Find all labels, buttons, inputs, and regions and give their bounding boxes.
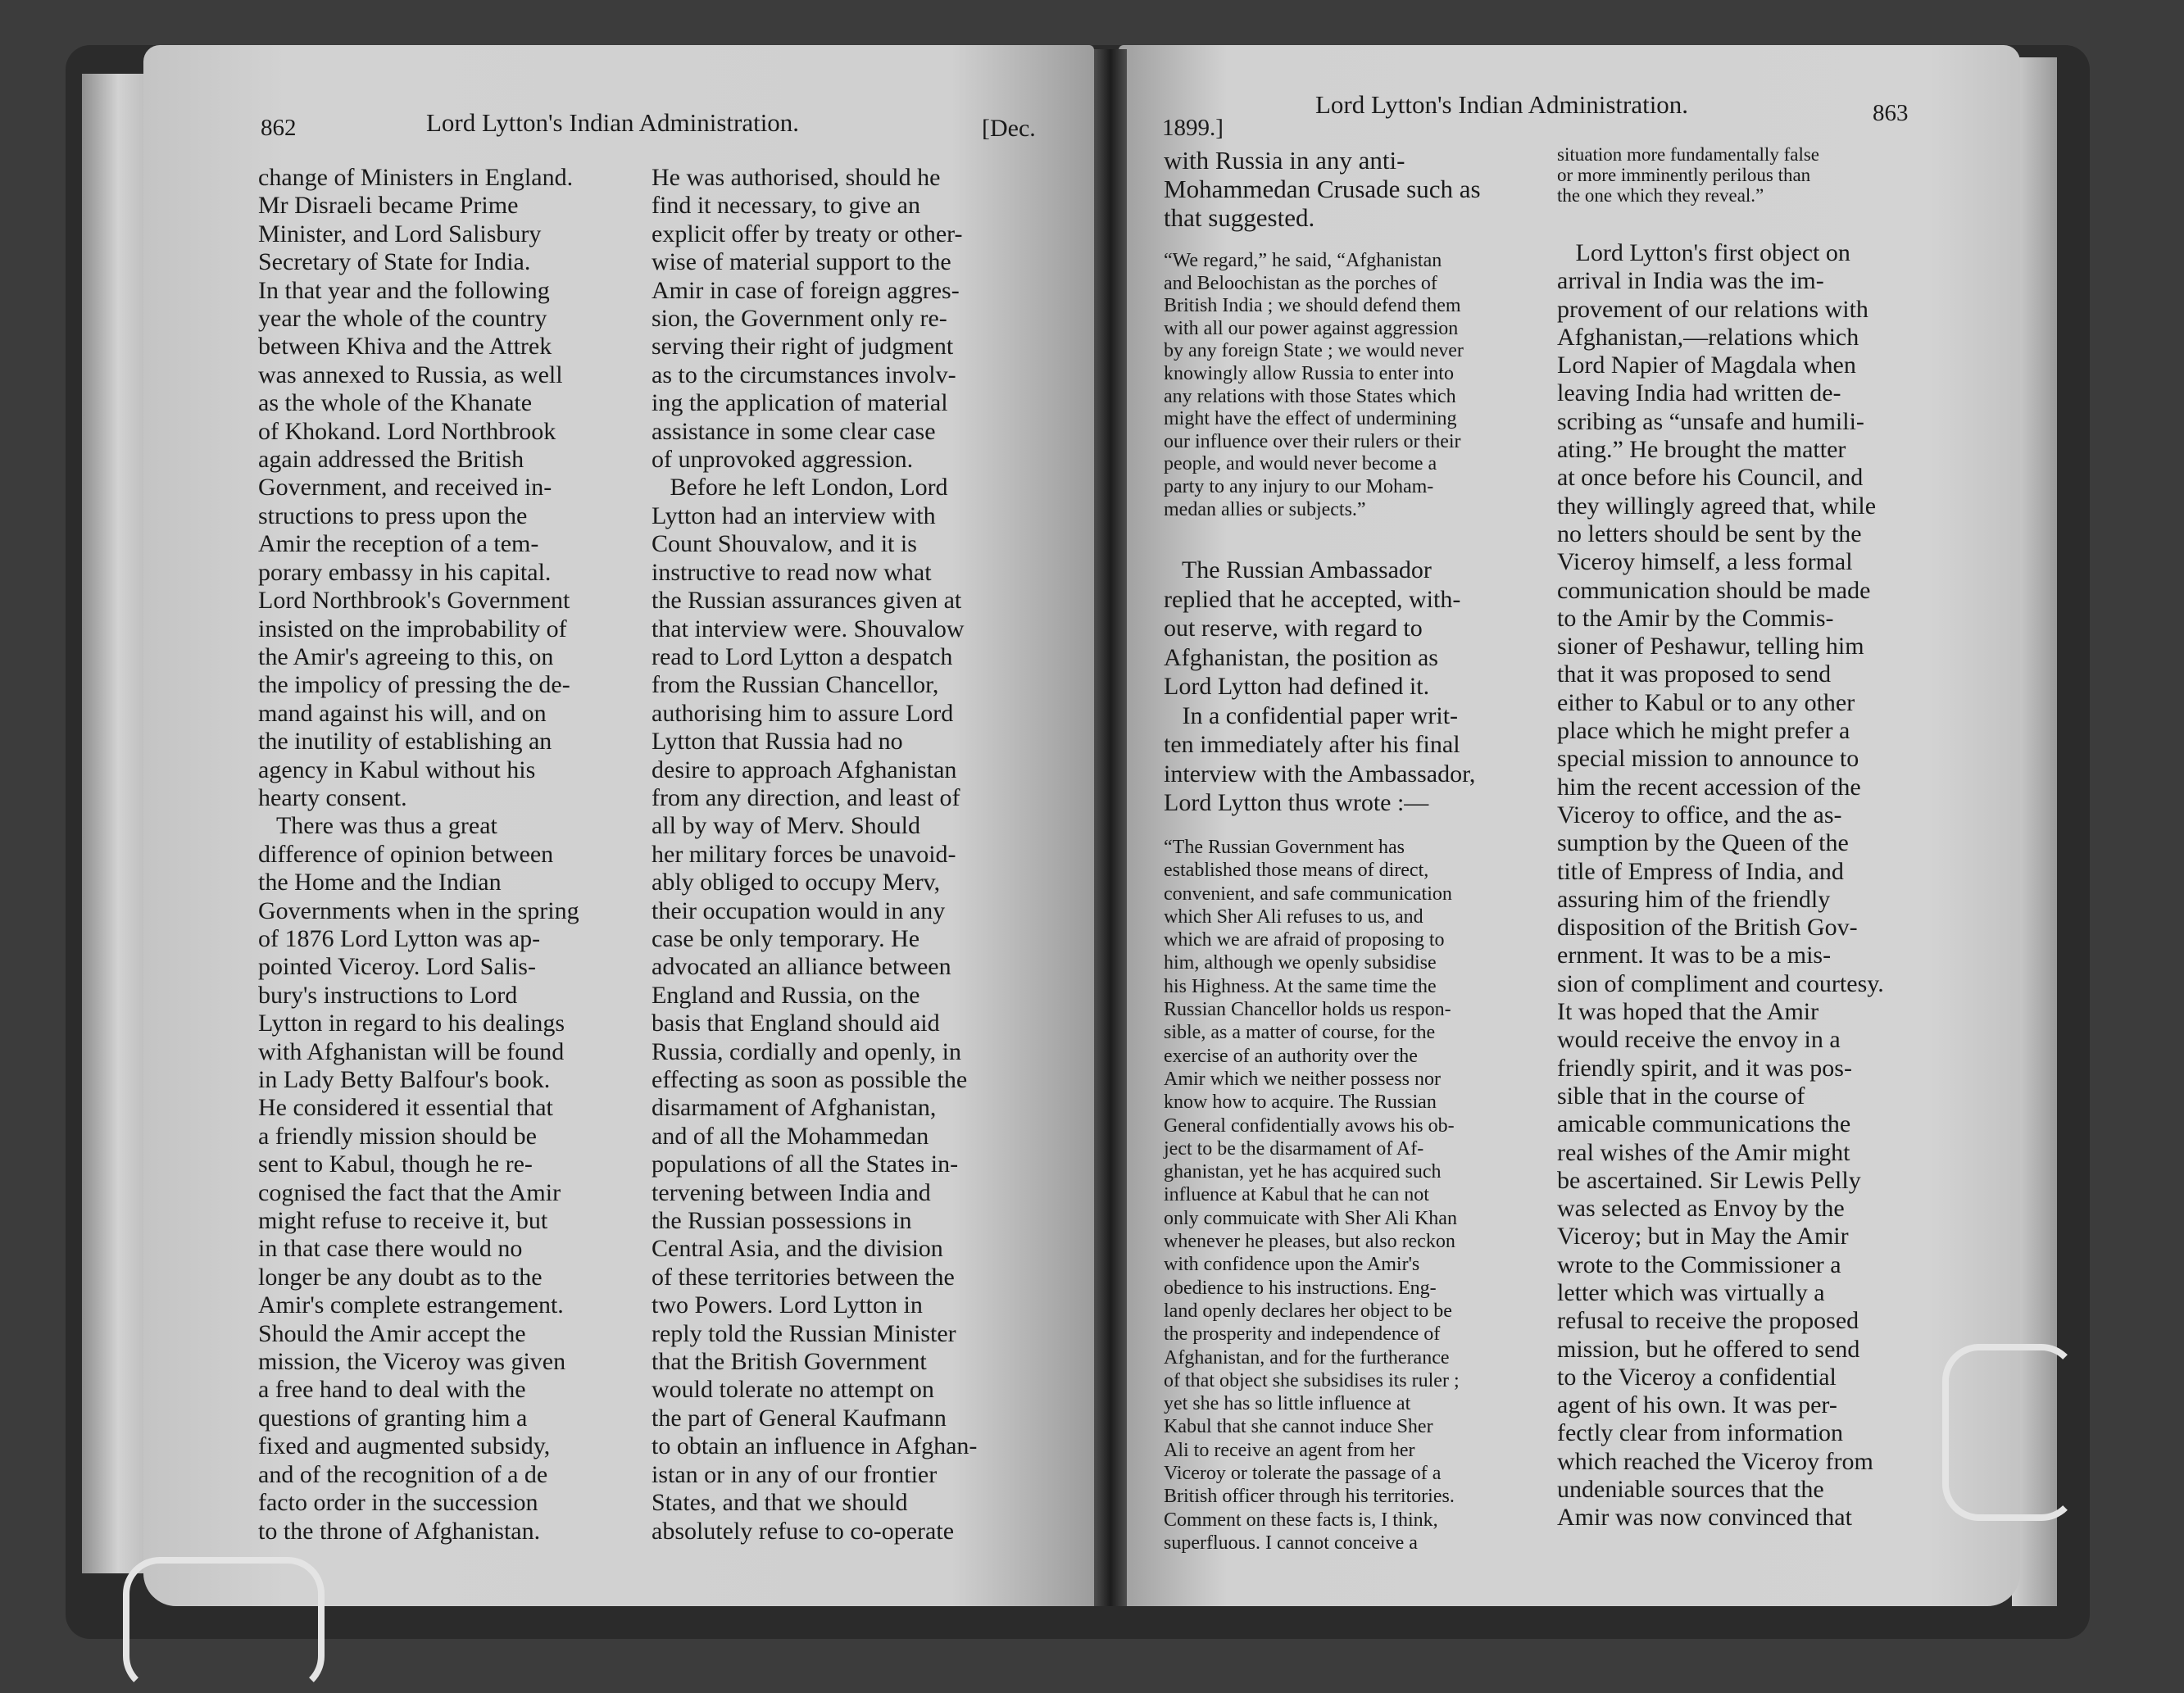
right-page-quote-3 — [1557, 144, 1926, 206]
text-line: read to Lord Lytton a despatch — [652, 642, 953, 670]
text-line: Count Shouvalow, and it is — [652, 530, 917, 558]
text-line: Central Asia, and the division — [652, 1235, 943, 1263]
text-line: Amir in case of foreign aggres- — [652, 276, 960, 304]
text-line: and of the recognition of a de — [258, 1460, 548, 1488]
right-header-date: 1899.] — [1162, 115, 1224, 141]
text-line: absolutely refuse to co-operate — [652, 1517, 955, 1545]
text-line: amicable communications the — [1557, 1110, 1851, 1138]
text-line: ing the application of material — [652, 389, 948, 417]
text-line: serving their right of judgment — [652, 333, 954, 361]
text-line: longer be any doubt as to the — [258, 1263, 543, 1291]
text-line: find it necessary, to give an — [652, 192, 920, 220]
right-page-column-1-text — [1164, 556, 1541, 818]
text-line: and Beloochistan as the porches of — [1164, 272, 1437, 294]
text-line: the impolicy of pressing the de- — [258, 671, 570, 699]
text-line: Lord Lytton's first object on — [1557, 239, 1850, 266]
text-line: structions to press upon the — [258, 502, 528, 529]
text-line: Afghanistan,—relations which — [1557, 323, 1859, 351]
text-line: undeniable sources that the — [1557, 1476, 1824, 1504]
text-line: replied that he accepted, with- — [1164, 585, 1461, 613]
text-line: basis that England should aid — [652, 1010, 940, 1037]
text-line: bury's instructions to Lord — [258, 981, 518, 1009]
text-line: istan or in any of our frontier — [652, 1460, 938, 1488]
right-page-quote-1 — [1164, 250, 1541, 521]
text-line: Lytton that Russia had no — [652, 728, 903, 756]
text-line: his Highness. At the same time the — [1164, 975, 1437, 997]
text-line: letter which was virtually a — [1557, 1278, 1825, 1306]
text-line: to the Amir by the Commis- — [1557, 604, 1834, 632]
text-line: ten immediately after his final — [1164, 731, 1460, 758]
text-line: provement of our relations with — [1557, 295, 1868, 323]
text-line: refusal to receive the proposed — [1557, 1307, 1859, 1335]
text-line: only commuicate with Sher Ali Khan — [1164, 1207, 1457, 1229]
text-line: Mohammedan Crusade such as — [1164, 175, 1481, 203]
text-line: The Russian Ambassador — [1164, 556, 1432, 583]
text-line: populations of all the States in- — [652, 1151, 959, 1178]
text-line: Amir the reception of a tem- — [258, 530, 539, 558]
text-line: fixed and augmented subsidy, — [258, 1432, 551, 1460]
text-line: advocated an alliance between — [652, 953, 951, 981]
text-line: disposition of the British Gov- — [1557, 914, 1858, 942]
text-line: wrote to the Commissioner a — [1557, 1250, 1841, 1278]
text-line: assistance in some clear case — [652, 417, 936, 445]
text-line: difference of opinion between — [258, 840, 554, 868]
text-line: the Amir's agreeing to this, on — [258, 642, 554, 670]
text-line: at once before his Council, and — [1557, 464, 1864, 492]
text-line: between Khiva and the Attrek — [258, 333, 552, 361]
text-line: party to any injury to our Moham- — [1164, 475, 1434, 497]
text-line: Lytton had an interview with — [652, 502, 936, 529]
right-page-column-1-intro — [1164, 146, 1541, 232]
text-line: that it was proposed to send — [1557, 660, 1832, 688]
right-page-quote-2 — [1164, 836, 1541, 1555]
text-line: title of Empress of India, and — [1557, 857, 1844, 885]
text-line: communication should be made — [1557, 576, 1871, 604]
text-line: influence at Kabul that he can not — [1164, 1184, 1429, 1206]
text-line: Amir was now convinced that — [1557, 1504, 1852, 1532]
text-line: Lord Northbrook's Government — [258, 587, 570, 615]
text-line: sent to Kabul, though he re- — [258, 1151, 533, 1178]
text-line: explicit offer by treaty or other- — [652, 220, 963, 247]
text-line: hearty consent. — [258, 783, 407, 811]
text-line: people, and would never become a — [1164, 453, 1437, 475]
text-line: that suggested. — [1164, 203, 1315, 232]
text-line: might refuse to receive it, but — [258, 1207, 548, 1235]
text-line: medan allies or subjects.” — [1164, 498, 1366, 520]
text-line: a free hand to deal with the — [258, 1376, 526, 1404]
text-line: ghanistan, yet he has acquired such — [1164, 1161, 1442, 1183]
page-clip-right — [1942, 1344, 2078, 1521]
text-line: Afghanistan, the position as — [1164, 643, 1438, 671]
text-line: wise of material support to the — [652, 248, 951, 276]
text-line: the Russian possessions in — [652, 1207, 912, 1235]
text-line: porary embassy in his capital. — [258, 558, 552, 586]
text-line: “The Russian Government has — [1164, 837, 1405, 858]
text-line: to obtain an influence in Afghan- — [652, 1432, 978, 1460]
text-line: sible, as a matter of course, for the — [1164, 1022, 1436, 1044]
text-line: as the whole of the Khanate — [258, 389, 533, 417]
text-line: him, although we openly subsidise — [1164, 952, 1437, 974]
text-line: by any foreign State ; we would never — [1164, 340, 1464, 362]
text-line: they willingly agreed that, while — [1557, 492, 1877, 520]
left-header-date: [Dec. — [982, 115, 1036, 142]
text-line: mission, the Viceroy was given — [258, 1348, 566, 1376]
text-line: of Khokand. Lord Northbrook — [258, 417, 556, 445]
text-line: Russia, cordially and openly, in — [652, 1037, 961, 1065]
text-line: would receive the envoy in a — [1557, 1026, 1841, 1054]
text-line: disarmament of Afghanistan, — [652, 1094, 937, 1122]
text-line: know how to acquire. The Russian — [1164, 1092, 1437, 1114]
text-line: mission, but he offered to send — [1557, 1335, 1860, 1363]
text-line: superfluous. I cannot conceive a — [1164, 1532, 1418, 1554]
text-line: exercise of an authority over the — [1164, 1045, 1418, 1067]
text-line: or more imminently perilous than — [1557, 165, 1811, 185]
text-line: special mission to announce to — [1557, 745, 1859, 773]
text-line: Governments when in the spring — [258, 896, 579, 924]
text-line: ernment. It was to be a mis- — [1557, 942, 1832, 969]
text-line: two Powers. Lord Lytton in — [652, 1291, 923, 1319]
text-line: Should the Amir accept the — [258, 1319, 526, 1347]
text-line: which reached the Viceroy from — [1557, 1447, 1873, 1475]
text-line: year the whole of the country — [258, 305, 547, 333]
text-line: real wishes of the Amir might — [1557, 1138, 1850, 1166]
text-line: Kabul that she cannot induce Sher — [1164, 1416, 1433, 1438]
text-line: to the throne of Afghanistan. — [258, 1517, 541, 1545]
text-line: of unprovoked aggression. — [652, 446, 914, 474]
text-line: friendly spirit, and it was pos- — [1557, 1054, 1852, 1082]
text-line: assuring him of the friendly — [1557, 885, 1831, 913]
text-line: sion, the Government only re- — [652, 305, 947, 333]
text-line: the inutility of establishing an — [258, 728, 552, 756]
text-line: that the British Government — [652, 1348, 927, 1376]
text-line: him the recent accession of the — [1557, 773, 1861, 801]
text-line: the Russian assurances given at — [652, 587, 962, 615]
text-line: was annexed to Russia, as well — [258, 361, 563, 388]
text-line: case be only temporary. He — [652, 924, 920, 952]
text-line: Afghanistan, and for the furtherance — [1164, 1346, 1450, 1368]
text-line: be ascertained. Sir Lewis Pelly — [1557, 1166, 1861, 1194]
text-line: ating.” He brought the matter — [1557, 436, 1846, 464]
text-line: States, and that we should — [652, 1489, 908, 1517]
text-line: of 1876 Lord Lytton was ap- — [258, 924, 541, 952]
text-line: Lord Lytton thus wrote :— — [1164, 789, 1429, 816]
text-line: no letters should be sent by the — [1557, 520, 1862, 547]
text-line: insisted on the improbability of — [258, 615, 567, 642]
text-line: place which he might prefer a — [1557, 717, 1850, 745]
text-line: General confidentially avows his ob- — [1164, 1114, 1455, 1137]
text-line: which Sher Ali refuses to us, and — [1164, 906, 1423, 928]
text-line: pointed Viceroy. Lord Salis- — [258, 953, 536, 981]
text-line: from the Russian Chancellor, — [652, 671, 939, 699]
text-line: questions of granting him a — [258, 1404, 528, 1432]
text-line: any relations with those States which — [1164, 385, 1456, 407]
text-line: with Russia in any anti- — [1164, 146, 1405, 175]
text-line: ject to be the disarmament of Af- — [1164, 1137, 1424, 1160]
text-line: our influence over their rulers or their — [1164, 430, 1461, 452]
text-line: in Lady Betty Balfour's book. — [258, 1066, 551, 1093]
text-line: sumption by the Queen of the — [1557, 829, 1849, 857]
text-line: situation more fundamentally false — [1557, 144, 1819, 165]
text-line: a friendly mission should be — [258, 1122, 537, 1150]
text-line: whenever he pleases, but also reckon — [1164, 1231, 1455, 1253]
text-line: again addressed the British — [258, 446, 524, 474]
text-line: out reserve, with regard to — [1164, 615, 1423, 642]
text-line: Viceroy; but in May the Amir — [1557, 1223, 1849, 1250]
text-line: Russian Chancellor holds us respon- — [1164, 999, 1451, 1021]
text-line: Ali to receive an agent from her — [1164, 1439, 1415, 1461]
page-clip-left — [123, 1557, 325, 1693]
left-running-title: Lord Lytton's Indian Administration. — [426, 108, 800, 137]
text-line: reply told the Russian Minister — [652, 1319, 956, 1347]
text-line: Viceroy or tolerate the passage of a — [1164, 1463, 1442, 1485]
text-line: the Home and the Indian — [258, 869, 502, 896]
text-line: with confidence upon the Amir's — [1164, 1254, 1420, 1276]
text-line: all by way of Merv. Should — [652, 812, 921, 840]
text-line: the one which they reveal.” — [1557, 185, 1764, 206]
text-line: Lytton in regard to his dealings — [258, 1010, 565, 1037]
text-line: sible that in the course of — [1557, 1082, 1805, 1110]
text-line: either to Kabul or to any other — [1557, 688, 1855, 716]
text-line: Comment on these facts is, I think, — [1164, 1509, 1438, 1531]
text-line: ably obliged to occupy Merv, — [652, 869, 941, 896]
text-line: British officer through his territories. — [1164, 1486, 1455, 1508]
text-line: Amir's complete estrangement. — [258, 1291, 564, 1319]
text-line: her military forces be unavoid- — [652, 840, 956, 868]
text-line: In a confidential paper writ- — [1164, 701, 1459, 729]
text-line: might have the effect of undermining — [1164, 408, 1457, 430]
text-line: cognised the fact that the Amir — [258, 1178, 561, 1206]
text-line: desire to approach Afghanistan — [652, 756, 957, 783]
text-line: agent of his own. It was per- — [1557, 1391, 1837, 1419]
text-line: sioner of Peshawur, telling him — [1557, 633, 1864, 660]
text-line: interview with the Ambassador, — [1164, 760, 1476, 787]
text-line: It was hoped that the Amir — [1557, 998, 1819, 1026]
text-line: Minister, and Lord Salisbury — [258, 220, 542, 247]
text-line: established those means of direct, — [1164, 860, 1429, 882]
text-line: Amir which we neither possess nor — [1164, 1068, 1441, 1090]
text-line: convenient, and safe communication — [1164, 883, 1452, 905]
text-line: which we are afraid of proposing to — [1164, 929, 1445, 951]
text-line: and of all the Mohammedan — [652, 1122, 929, 1150]
text-line: Mr Disraeli became Prime — [258, 192, 519, 220]
text-line: In that year and the following — [258, 276, 550, 304]
text-line: tervening between India and — [652, 1178, 931, 1206]
text-line: of that object she subsidises its ruler ; — [1164, 1369, 1460, 1391]
text-line: sion of compliment and courtesy. — [1557, 969, 1884, 997]
left-page-column-1 — [258, 164, 631, 1545]
text-line: “We regard,” he said, “Afghanistan — [1164, 250, 1442, 271]
text-line: from any direction, and least of — [652, 783, 960, 811]
text-line: Viceroy himself, a less formal — [1557, 548, 1853, 576]
text-line: authorising him to assure Lord — [652, 699, 954, 727]
text-line: arrival in India was the im- — [1557, 267, 1824, 295]
text-line: Before he left London, Lord — [652, 474, 948, 502]
text-line: He was authorised, should he — [652, 164, 941, 191]
text-line: obedience to his instructions. Eng- — [1164, 1277, 1437, 1299]
text-line: knowingly allow Russia to enter into — [1164, 362, 1454, 384]
text-line: as to the circumstances involv- — [652, 361, 956, 388]
text-line: Lord Napier of Magdala when — [1557, 352, 1856, 379]
left-page-column-2 — [652, 164, 1037, 1545]
text-line: Government, and received in- — [258, 474, 552, 502]
text-line: instructive to read now what — [652, 558, 932, 586]
text-line: agency in Kabul without his — [258, 756, 536, 783]
text-line: to the Viceroy a confidential — [1557, 1363, 1837, 1391]
text-line: Secretary of State for India. — [258, 248, 531, 276]
text-line: facto order in the succession — [258, 1489, 538, 1517]
text-line: change of Ministers in England. — [258, 164, 574, 191]
text-line: land openly declares her object to be — [1164, 1300, 1452, 1322]
text-line: of these territories between the — [652, 1263, 955, 1291]
text-line: the part of General Kaufmann — [652, 1404, 947, 1432]
text-line: mand against his will, and on — [258, 699, 547, 727]
text-line: scribing as “unsafe and humili- — [1557, 407, 1864, 435]
text-line: with all our power against aggression — [1164, 317, 1459, 339]
text-line: yet she has so little influence at — [1164, 1393, 1411, 1415]
text-line: their occupation would in any — [652, 896, 946, 924]
text-line: was selected as Envoy by the — [1557, 1195, 1845, 1223]
text-line: British India ; we should defend them — [1164, 295, 1461, 317]
text-line: the prosperity and independence of — [1164, 1323, 1441, 1346]
text-line: He considered it essential that — [258, 1094, 553, 1122]
text-line: in that case there would no — [258, 1235, 523, 1263]
right-running-title: Lord Lytton's Indian Administration. — [1315, 90, 1689, 119]
text-line: Viceroy to office, and the as- — [1557, 801, 1842, 828]
text-line: There was thus a great — [258, 812, 497, 840]
text-line: effecting as soon as possible the — [652, 1066, 968, 1093]
text-line: with Afghanistan will be found — [258, 1037, 565, 1065]
right-page-number: 863 — [1873, 100, 1909, 126]
left-page-number: 862 — [261, 115, 297, 141]
text-line: fectly clear from information — [1557, 1419, 1844, 1447]
text-line: would tolerate no attempt on — [652, 1376, 934, 1404]
right-page-column-2 — [1557, 239, 1926, 1532]
book-gutter — [1094, 49, 1127, 1606]
text-line: England and Russia, on the — [652, 981, 920, 1009]
text-line: Lord Lytton had defined it. — [1164, 673, 1430, 700]
text-line: that interview were. Shouvalow — [652, 615, 965, 642]
left-page-edges — [82, 74, 148, 1573]
text-line: leaving India had written de- — [1557, 379, 1841, 407]
